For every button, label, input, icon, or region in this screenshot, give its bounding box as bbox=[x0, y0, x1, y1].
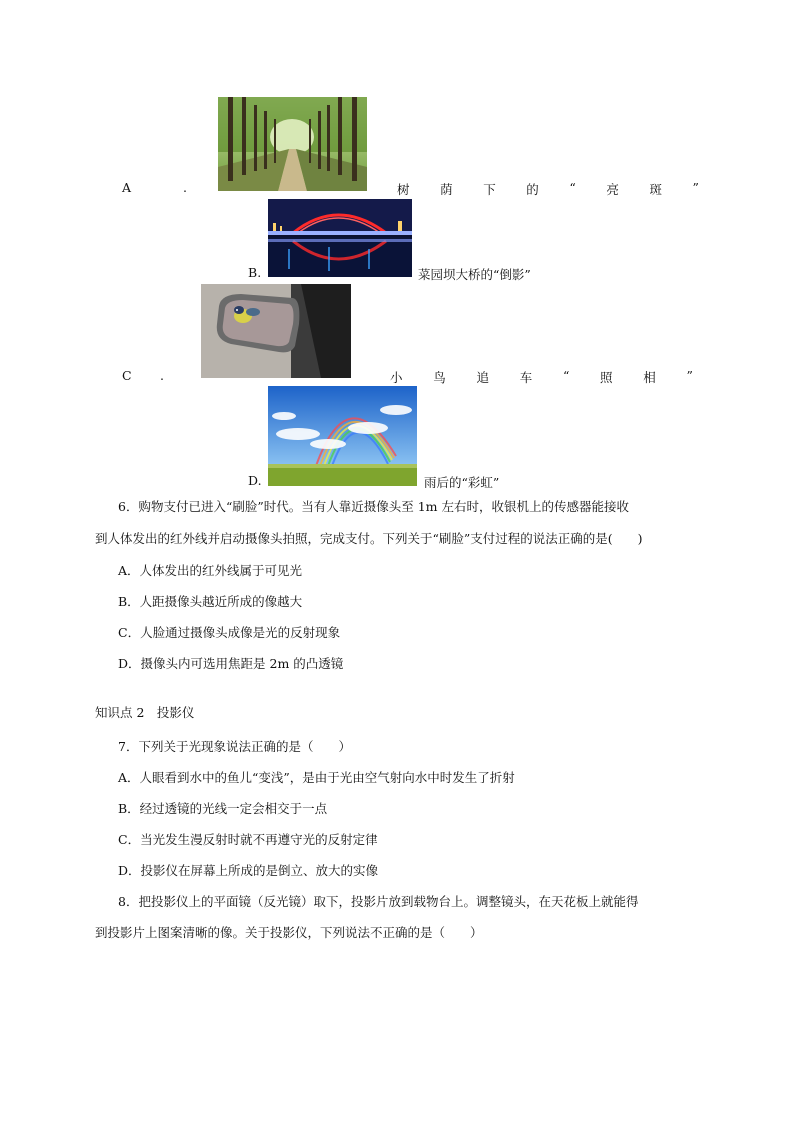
q7-option-d: D．投影仪在屏幕上所成的是倒立、放大的实像 bbox=[118, 863, 379, 878]
caption-char: 小 bbox=[390, 370, 403, 385]
caption-char: “ bbox=[569, 180, 576, 195]
q6-line1: 6．购物支付已进入“刷脸”时代。当有人靠近摄像头至 1m 左右时，收银机上的传感器能接收 bbox=[118, 499, 629, 514]
option-a-dot: . bbox=[183, 180, 187, 195]
section-heading: 知识点 2 投影仪 bbox=[95, 705, 195, 720]
caption-char: 下 bbox=[483, 182, 496, 197]
option-b-caption: 菜园坝大桥的“倒影” bbox=[418, 267, 531, 282]
q7-option-c: C．当光发生漫反射时就不再遵守光的反射定律 bbox=[118, 832, 378, 847]
caption-char: 鸟 bbox=[433, 370, 446, 385]
q6-line2: 到人体发出的红外线并启动摄像头拍照，完成支付。下列关于“刷脸”支付过程的说法正确的是( ) bbox=[95, 531, 643, 546]
caption-char: 追 bbox=[476, 370, 489, 385]
q8-line1: 8．把投影仪上的平面镜（反光镜）取下，投影片放到载物台上。调整镜头，在天花板上就能得 bbox=[118, 894, 639, 909]
option-c-dot: . bbox=[160, 368, 164, 383]
caption-char: 的 bbox=[526, 182, 539, 197]
option-a-caption bbox=[397, 180, 699, 198]
bridge-night-reflection-photo bbox=[268, 199, 412, 277]
q6-option-b: B．人距摄像头越近所成的像越大 bbox=[118, 594, 303, 609]
option-b-dot: . bbox=[257, 265, 262, 280]
q6-option-c: C．人脸通过摄像头成像是光的反射现象 bbox=[118, 625, 341, 640]
q6-option-d: D．摄像头内可选用焦距是 2m 的凸透镜 bbox=[118, 656, 344, 671]
caption-char: 照 bbox=[600, 370, 613, 385]
option-c-letter: C bbox=[122, 368, 132, 383]
option-d-letter: D bbox=[248, 473, 258, 488]
q7-stem: 7．下列关于光现象说法正确的是（ ） bbox=[118, 739, 351, 754]
q6-option-a: A．人体发出的红外线属于可见光 bbox=[118, 563, 303, 578]
caption-char: 亮 bbox=[606, 182, 619, 197]
caption-char: 斑 bbox=[649, 182, 662, 197]
option-b-label bbox=[248, 265, 261, 280]
option-c-caption bbox=[390, 368, 693, 386]
option-d-dot: . bbox=[257, 473, 262, 488]
q8-line2: 到投影片上图案清晰的像。关于投影仪，下列说法不正确的是（ ） bbox=[95, 925, 483, 940]
option-b-letter: B bbox=[248, 265, 258, 280]
q7-option-a: A．人眼看到水中的鱼儿“变浅”，是由于光由空气射向水中时发生了折射 bbox=[118, 770, 515, 785]
caption-char: “ bbox=[562, 368, 570, 383]
caption-char: ” bbox=[686, 368, 693, 383]
caption-char: 相 bbox=[643, 370, 656, 385]
caption-char: 荫 bbox=[440, 182, 453, 197]
bird-car-mirror-photo bbox=[201, 284, 351, 378]
caption-char: ” bbox=[692, 180, 699, 195]
caption-char: 车 bbox=[519, 370, 533, 385]
rainbow-grassland-photo bbox=[268, 386, 417, 486]
caption-char: 树 bbox=[397, 182, 410, 197]
q7-option-b: B．经过透镜的光线一定会相交于一点 bbox=[118, 801, 328, 816]
tree-lined-road-photo bbox=[218, 97, 367, 191]
option-d-caption: 雨后的“彩虹” bbox=[424, 475, 500, 490]
option-d-label bbox=[248, 473, 262, 488]
option-a-letter: A bbox=[122, 180, 132, 195]
